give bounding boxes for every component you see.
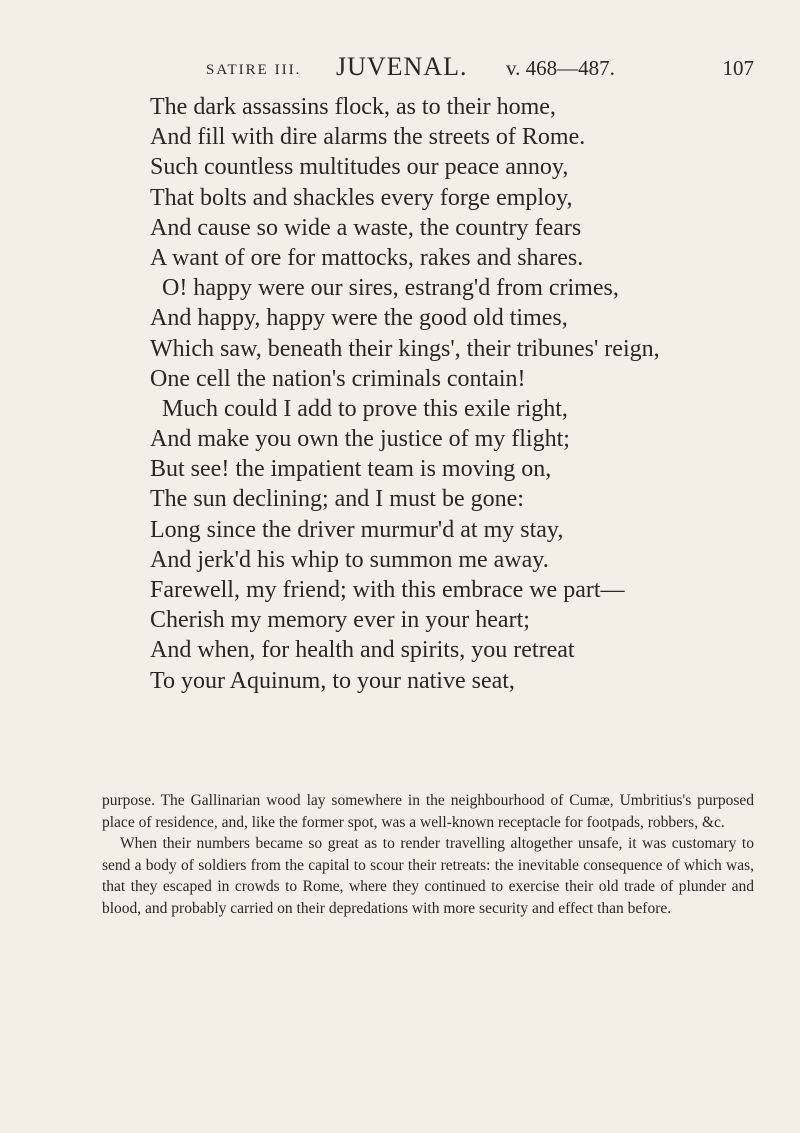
verse-line: Which saw, beneath their kings', their tribunes' reign,: [150, 335, 660, 362]
footnote-paragraph: When their numbers became so great as to render travelling altogether unsafe, it was customary to send a body of soldiers from the capital to scour their retreats: the inevitable consequence of which was, that they escaped in crowds to Rome, where they continued to exercise their old trade of plunder and blood, and probably carried on their depredations with more security and effect than before.: [102, 835, 754, 917]
verse-line: Farewell, my friend; with this embrace we part—: [150, 577, 625, 603]
verse-line: Long since the driver murmur'd at my stay,: [150, 516, 564, 543]
verse-line: And jerk'd his whip to summon me away.: [150, 546, 549, 573]
verse-line: One cell the nation's criminals contain!: [150, 365, 526, 392]
verse-line: A want of ore for mattocks, rakes and shares.: [150, 244, 584, 271]
verse-line: Cherish my memory ever in your heart;: [150, 607, 530, 634]
verse-line: O! happy were our sires, estrang'd from crimes,: [162, 275, 619, 302]
verse-line: That bolts and shackles every forge employ,: [150, 184, 573, 211]
footnote-paragraph: purpose. The Gallinarian wood lay somewhere in the neighbourhood of Cumæ, Umbritius's purposed place of residence, and, like the former spot, was a well-known receptacle for footpads, robbers, &c.: [102, 792, 754, 831]
page-number: 107: [722, 56, 754, 80]
verse-line: But see! the impatient team is moving on,: [150, 456, 552, 483]
verse-line: To your Aquinum, to your native seat,: [150, 667, 515, 694]
verse-line: The dark assassins flock, as to their home,: [150, 94, 556, 120]
verse-line: And when, for health and spirits, you retreat: [150, 637, 575, 664]
footnotes: [102, 790, 754, 919]
verse-line: Much could I add to prove this exile right,: [162, 395, 568, 422]
verse-line: And make you own the justice of my flight;: [150, 426, 570, 453]
verse-line: And fill with dire alarms the streets of Rome.: [150, 124, 586, 151]
satire-number: SATIRE III.: [206, 62, 302, 78]
verse-range: v. 468—487.: [506, 56, 615, 80]
verse-line: And cause so wide a waste, the country fears: [150, 214, 582, 241]
verse-line: Such countless multitudes our peace annoy,: [150, 154, 569, 181]
running-head: [206, 52, 754, 88]
poem-text: [150, 92, 750, 696]
author-name: JUVENAL.: [336, 52, 468, 81]
verse-line: And happy, happy were the good old times,: [150, 305, 568, 332]
verse-line: The sun declining; and I must be gone:: [150, 486, 524, 513]
